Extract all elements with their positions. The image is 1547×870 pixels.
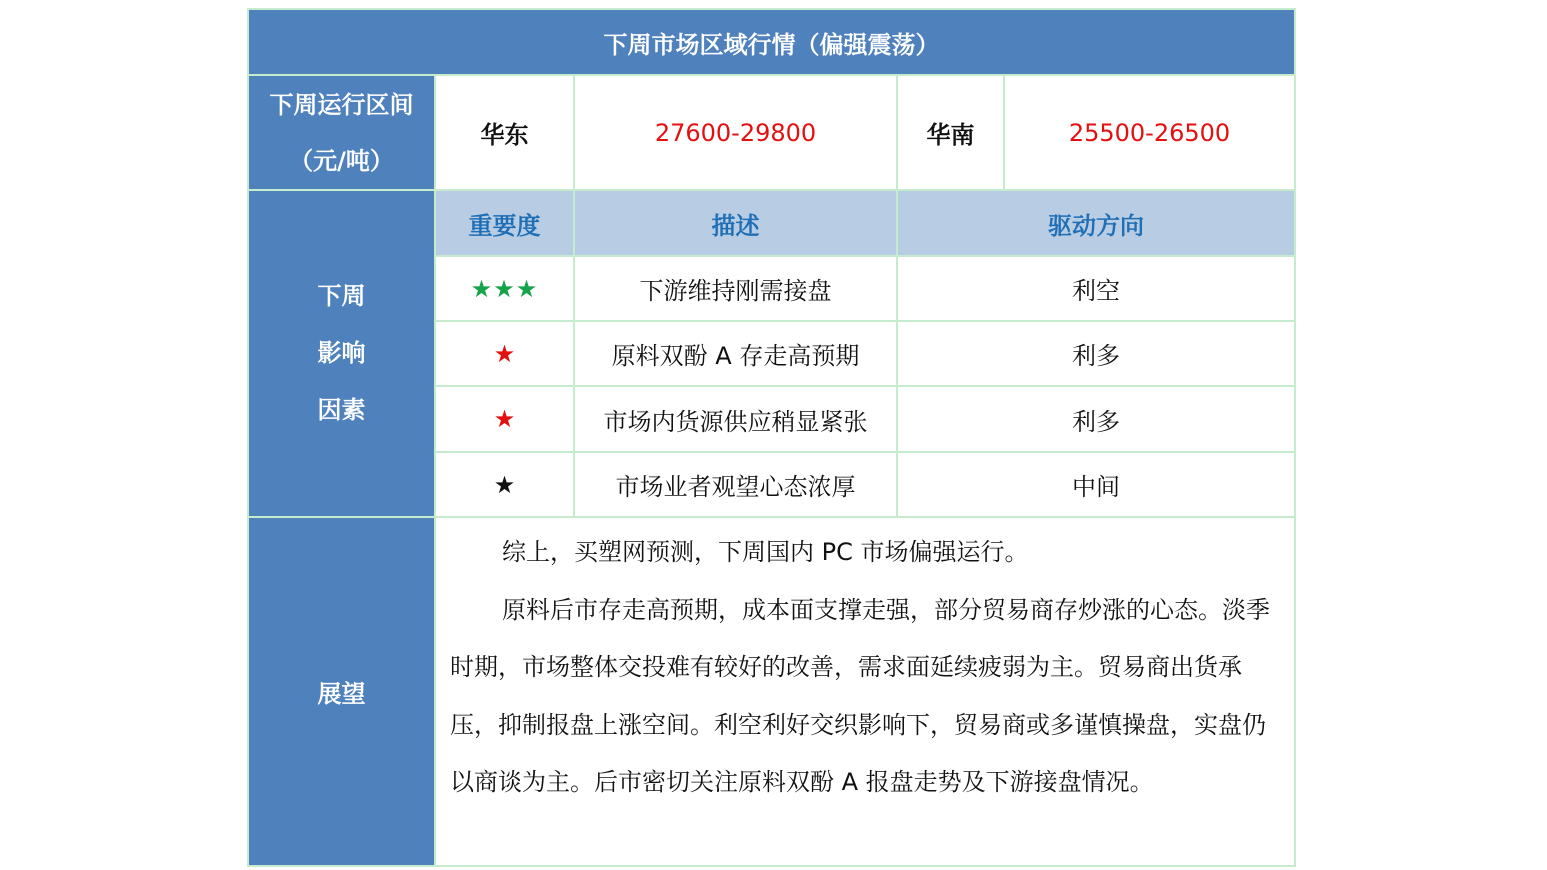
region-south: 华南	[897, 75, 1004, 190]
outlook-text	[435, 517, 1295, 866]
factors-label-line3: 因素	[317, 396, 366, 424]
header-description: 描述	[574, 190, 897, 256]
importance-stars: ★	[435, 321, 574, 386]
market-outlook-table	[247, 8, 1296, 867]
importance-stars: ★★★	[435, 256, 574, 321]
table-title: 下周市场区域行情（偏强震荡）	[248, 9, 1295, 75]
range-east: 27600-29800	[574, 75, 897, 190]
outlook-paragraph-1: 综上，买塑网预测，下周国内 PC 市场偏强运行。	[502, 538, 1029, 566]
factor-description: 原料双酚 A 存走高预期	[574, 321, 897, 386]
factor-description: 市场内货源供应稍显紧张	[574, 386, 897, 452]
factors-label-cell	[248, 190, 435, 517]
factor-direction: 利多	[897, 321, 1295, 386]
header-importance: 重要度	[435, 190, 574, 256]
factor-description: 下游维持刚需接盘	[574, 256, 897, 321]
factor-direction: 利空	[897, 256, 1295, 321]
outlook-label: 展望	[248, 517, 435, 866]
factors-label-line1: 下周	[317, 282, 366, 310]
factor-description: 市场业者观望心态浓厚	[574, 452, 897, 517]
range-label-cell	[248, 75, 435, 190]
range-south: 25500-26500	[1004, 75, 1295, 190]
factor-direction: 利多	[897, 386, 1295, 452]
range-label-line1: 下周运行区间	[269, 90, 414, 119]
factor-direction: 中间	[897, 452, 1295, 517]
outlook-paragraph-2: 原料后市存走高预期，成本面支撑走强，部分贸易商存炒涨的心态。淡季时期，市场整体交投难有较好的改善，需求面延续疲弱为主。贸易商出货承压，抑制报盘上涨空间。利空利好交织影响下，贸易商或多谨慎操盘，实盘仍以商谈为主。后市密切关注原料双酚 A 报盘走势及下游接盘情况。	[450, 595, 1270, 796]
range-label-line2: （元/吨）	[289, 146, 394, 175]
header-direction: 驱动方向	[897, 190, 1295, 256]
region-east: 华东	[435, 75, 574, 190]
importance-stars: ★	[435, 386, 574, 452]
factors-label-line2: 影响	[317, 339, 366, 367]
importance-stars: ★	[435, 452, 574, 517]
